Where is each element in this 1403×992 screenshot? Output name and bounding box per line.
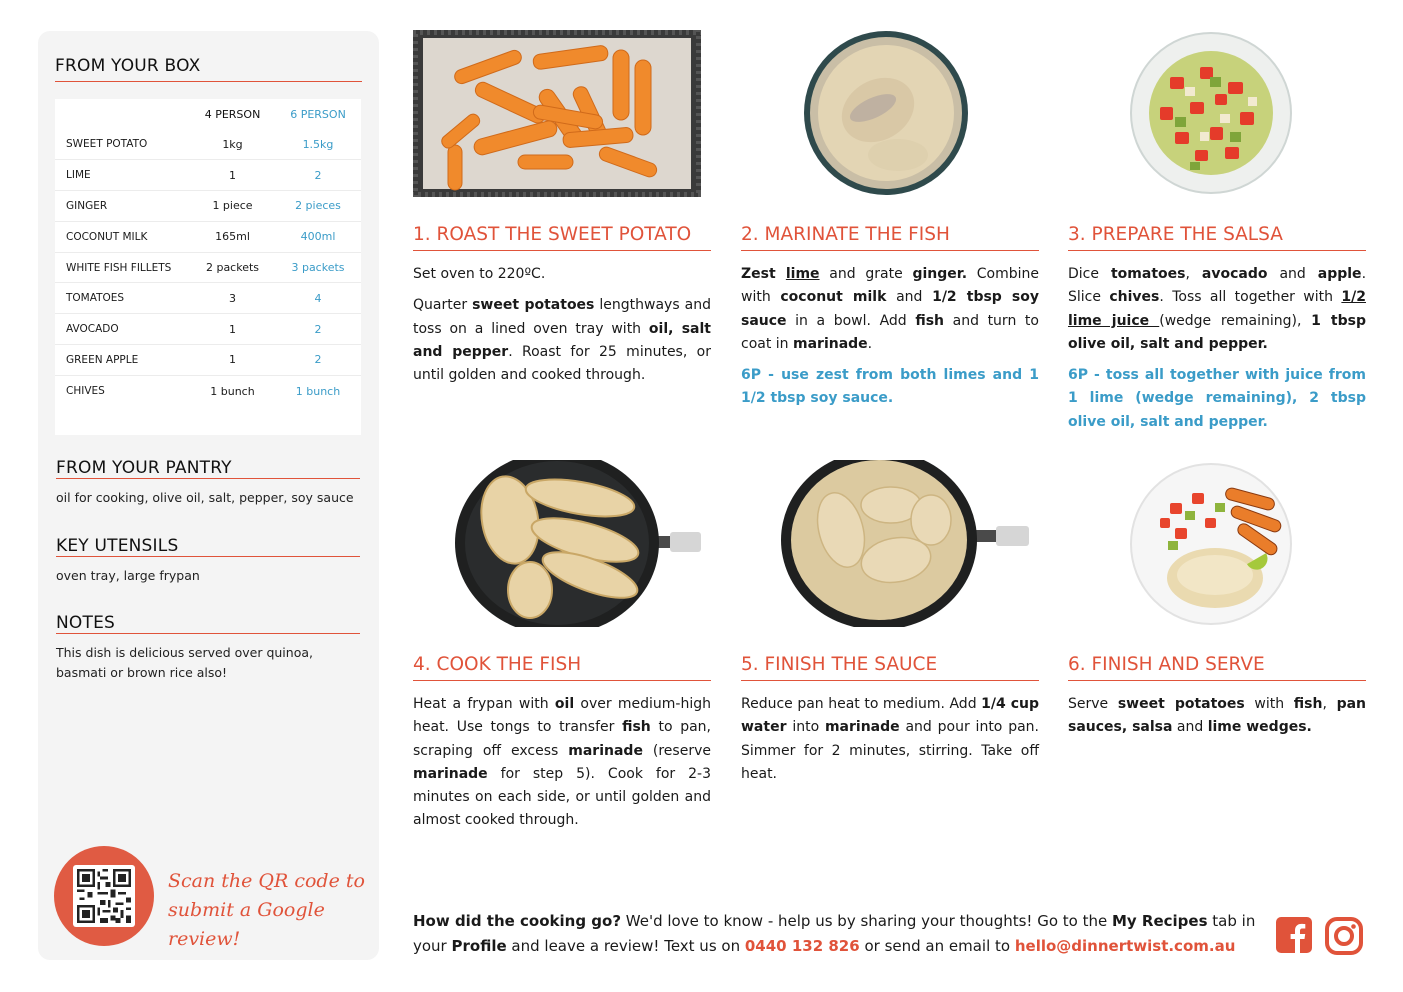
salsa-bowl-image (1130, 32, 1293, 195)
step-6-body: Serve sweet potatoes with fish, pan sauces, salsa and lime wedges. (1068, 696, 1367, 736)
step-6-title: 6. FINISH AND SERVE (1068, 654, 1366, 681)
ingredient-qty-4: 1kg (190, 129, 275, 160)
table-row (55, 129, 361, 160)
utensils-text: oven tray, large frypan (56, 568, 200, 583)
instagram-icon[interactable] (1325, 917, 1363, 955)
utensils-heading: KEY UTENSILS (56, 536, 179, 556)
table-row (55, 314, 361, 345)
step-2-title: 2. MARINATE THE FISH (741, 224, 1039, 251)
frypan-fish-image (455, 460, 701, 627)
table-row (55, 191, 361, 222)
ingredient-qty-4: 3 (190, 283, 275, 314)
table-header-row (55, 99, 361, 129)
ingredient-name: LIME (55, 160, 190, 191)
table-row (55, 221, 361, 252)
ingredient-qty-4: 2 packets (190, 252, 275, 283)
step-3 (1068, 224, 1366, 442)
ingredient-qty-6: 3 packets (275, 252, 361, 283)
step-1 (413, 224, 711, 395)
step-3-6p-note: 6P - toss all together with juice from 1 lime (wedge remaining), 2 tbsp olive oil, salt and pepper. (1068, 367, 1366, 430)
notes-text: This dish is delicious served over quinoa, basmati or brown rice also! (56, 645, 313, 680)
phone-number-link[interactable]: 0440 132 826 (744, 937, 860, 955)
step-1-title: 1. ROAST THE SWEET POTATO (413, 224, 711, 251)
column-6-person: 6 PERSON (290, 107, 346, 121)
step-5-title: 5. FINISH THE SAUCE (741, 654, 1039, 681)
table-row (55, 375, 361, 406)
ingredients-table (55, 99, 361, 406)
email-link[interactable]: hello@dinnertwist.com.au (1014, 937, 1236, 955)
ingredients-card (55, 99, 361, 435)
step-4 (413, 654, 711, 841)
ingredient-name: CHIVES (66, 385, 105, 398)
review-footer: How did the cooking go? We'd love to know - help us by sharing your thoughts! Go to the My Recipes tab in your Profile and leave a review! Text us on 0440 132 826 or send an email to hello@dinnertwist.com.au (413, 912, 1256, 955)
column-4-person: 4 PERSON (204, 107, 261, 121)
ingredient-qty-4: 1 piece (190, 191, 275, 222)
ingredient-qty-4: 1 (190, 345, 275, 376)
pantry-heading: FROM YOUR PANTRY (56, 458, 232, 478)
marinated-fish-bowl-image (803, 30, 969, 196)
step-2 (741, 224, 1039, 419)
ingredient-name: AVOCADO (55, 314, 190, 345)
notes-section (56, 613, 360, 683)
ingredient-qty-4: 165ml (190, 221, 275, 252)
notes-heading: NOTES (56, 613, 116, 633)
ingredient-name: GINGER (55, 191, 190, 222)
ingredient-qty-6: 2 (275, 314, 361, 345)
from-your-box-heading: FROM YOUR BOX (55, 56, 362, 82)
ingredient-qty-4: 1 (190, 160, 275, 191)
ingredient-qty-6: 4 (275, 283, 361, 314)
plated-dish-image (1130, 463, 1293, 626)
sauce-pan-image (781, 460, 1029, 627)
ingredient-qty-6: 400ml (275, 221, 361, 252)
step-5 (741, 654, 1039, 794)
table-row (55, 283, 361, 314)
utensils-section (56, 536, 360, 586)
qr-code-icon[interactable] (73, 865, 135, 927)
ingredient-name: SWEET POTATO (55, 129, 190, 160)
table-row (55, 345, 361, 376)
qr-code-badge[interactable] (54, 846, 154, 946)
ingredient-qty-4: 1 (190, 314, 275, 345)
pantry-text: oil for cooking, olive oil, salt, pepper, soy sauce (56, 490, 354, 505)
step-2-6p-note: 6P - use zest from both limes and 1 1/2 tbsp soy sauce. (741, 367, 1039, 407)
table-row (55, 160, 361, 191)
ingredient-qty-4: 1 bunch (210, 384, 255, 398)
step-6 (1068, 654, 1366, 748)
step-4-body: Heat a frypan with oil over medium-high heat. Use tongs to transfer fish to pan, scraping off excess marinade (reserve marinade for step 5). Cook for 2-3 minutes on each side, or until golden and almost cooked through. (413, 696, 712, 829)
table-row (55, 252, 361, 283)
qr-caption: Scan the QR code to submit a Google review! (168, 870, 365, 950)
facebook-icon[interactable] (1276, 917, 1314, 955)
ingredient-name: GREEN APPLE (55, 345, 190, 376)
ingredient-qty-6: 1.5kg (275, 129, 361, 160)
step-3-body: Dice tomatoes, avocado and apple. Slice chives. Toss all together with 1/2 lime juice (wedge remaining), 1 tbsp olive oil, salt and pepper. 6P - toss all together with juice from 1 lime (wedge remaining), 2 tbsp olive oil, salt and pepper. (1068, 263, 1366, 434)
step-4-title: 4. COOK THE FISH (413, 654, 711, 681)
ingredient-name: COCONUT MILK (55, 221, 190, 252)
step-1-body: Set oven to 220ºC. Quarter sweet potatoes lengthways and toss on a lined oven tray with oil, salt and pepper. Roast for 25 minutes, or until golden and cooked through. (413, 266, 711, 384)
sidebar-panel (38, 31, 379, 960)
ingredient-qty-6: 2 pieces (275, 191, 361, 222)
step-5-body: Reduce pan heat to medium. Add 1/4 cup water into marinade and pour into pan. Simmer for 2 minutes, stirring. Take off heat. (741, 696, 1039, 782)
ingredient-qty-6: 1 bunch (295, 384, 341, 398)
ingredient-name: TOMATOES (55, 283, 190, 314)
ingredient-name: WHITE FISH FILLETS (55, 252, 190, 283)
sweet-potato-tray-image (413, 30, 701, 197)
step-3-title: 3. PREPARE THE SALSA (1068, 224, 1366, 251)
pantry-section (56, 458, 360, 508)
step-2-body: Zest lime and grate ginger. Combine with coconut milk and 1/2 tbsp soy sauce in a bowl. Add fish and turn to coat in marinade. 6P - use zest from both limes and 1 1/2 tbsp soy sauce. (741, 263, 1039, 411)
ingredient-qty-6: 2 (275, 345, 361, 376)
ingredient-qty-6: 2 (275, 160, 361, 191)
